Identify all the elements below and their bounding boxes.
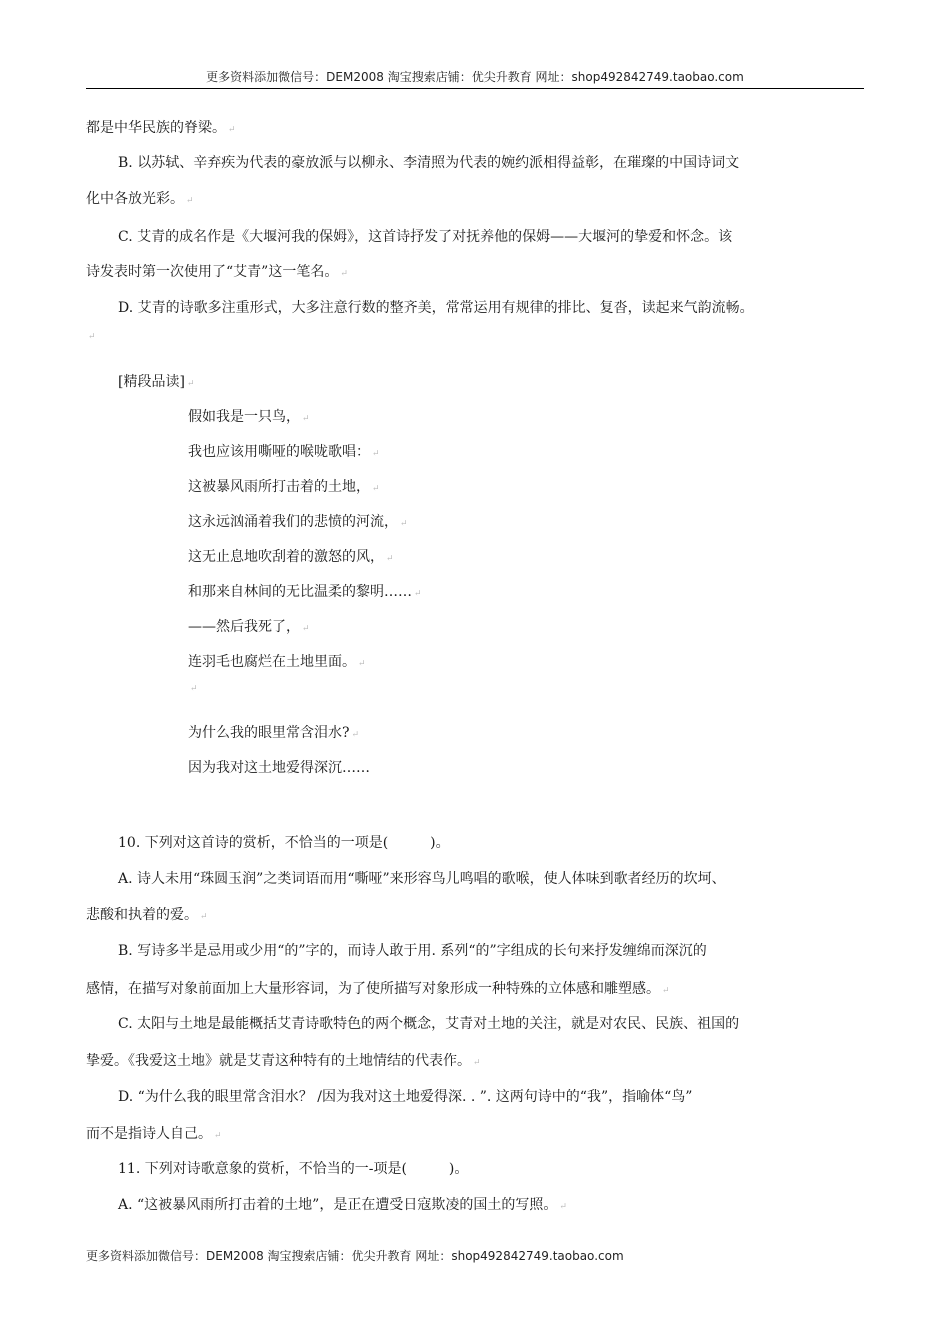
paragraph-mark-icon: ↵ [228, 125, 236, 135]
option-d-line: D. 艾青的诗歌多注重形式，大多注意行数的整齐美，常常运用有规律的排比、复沓，读起来气韵流畅。 [118, 300, 754, 316]
page-header: 更多资料添加微信号：DEM2008 淘宝搜索店铺：优尖升教育 网址：shop492842749.taobao.com [206, 70, 744, 84]
poem-line: ——然后我死了， ↵ [188, 619, 310, 635]
q10-option-a: A. 诗人未用“珠圆玉润”之类词语而用“嘶哑”来形容鸟儿鸣唱的歌喉，使人体味到歌者经历的坎坷、 [118, 871, 726, 887]
page-footer: 更多资料添加微信号：DEM2008 淘宝搜索店铺：优尖升教育 网址：shop492842749.taobao.com [86, 1249, 624, 1263]
paragraph-mark-icon: ↵ [302, 414, 310, 424]
paragraph-mark-icon: ↵ [386, 554, 394, 564]
paragraph-mark-icon: ↵ [351, 730, 360, 740]
header-divider [86, 88, 864, 89]
q10-option-c: C. 太阳与土地是最能概括艾青诗歌特色的两个概念，艾青对土地的关注，就是对农民、民族、祖国的 [118, 1016, 740, 1032]
paragraph-mark-icon: ↵ [473, 1058, 481, 1068]
text-line: 而不是指诗人自己。 ↵ [86, 1126, 222, 1142]
paragraph-mark-icon: ↵ [372, 449, 380, 459]
option-c-line: C. 艾青的成名作是《大堰河我的保姆》，这首诗抒发了对抚养他的保姆——大堰河的挚爱和怀念。该 [118, 229, 733, 245]
poem-line: 我也应该用嘶哑的喉咙歌唱： ↵ [188, 444, 380, 460]
paragraph-mark-icon: ↵ [88, 332, 96, 342]
option-b-line: B. 以苏轼、辛弃疾为代表的豪放派与以柳永、李清照为代表的婉约派相得益彰，在璀璨的中国诗词文 [118, 155, 740, 171]
paragraph-mark-icon: ↵ [214, 1131, 222, 1141]
q10-option-b: B. 写诗多半是忌用或少用“的”字的，而诗人敢于用. 系列“的”字组成的长句来抒发缠绵而深沉的 [118, 943, 707, 959]
paragraph-mark-icon: ↵ [414, 589, 422, 599]
paragraph-mark-icon: ↵ [662, 986, 670, 996]
poem-line: 连羽毛也腐烂在土地里面。 ↵ [188, 654, 366, 670]
paragraph-mark-icon: ↵ [302, 624, 310, 634]
poem-line: 这永远汹涌着我们的悲愤的河流， ↵ [188, 514, 408, 530]
poem-line: 因为我对这土地爱得深沉…… [188, 760, 370, 776]
poem-line: 这被暴风雨所打击着的土地， ↵ [188, 479, 380, 495]
paragraph-mark-icon: ↵ [186, 196, 194, 206]
text-line: 悲酸和执着的爱。 ↵ [86, 907, 208, 923]
question-11: 11. 下列对诗歌意象的赏析，不恰当的一-项是( )。 [118, 1161, 469, 1177]
q10-option-d: D. “为什么我的眼里常含泪水？ /因为我对这土地爱得深. . ”. 这两句诗中的“我”，指喻体“鸟” [118, 1089, 693, 1105]
q11-option-a: A. “这被暴风雨所打击着的土地”，是正在遭受日寇欺凌的国土的写照。 ↵ [118, 1197, 567, 1213]
empty-line [86, 324, 96, 348]
text-line: 化中各放光彩。 ↵ [86, 191, 194, 207]
text-line: 都是中华民族的脊梁。 ↵ [86, 120, 236, 136]
poem-line: 假如我是一只鸟， ↵ [188, 409, 310, 425]
paragraph-mark-icon: ↵ [400, 519, 408, 529]
poem-line: 和那来自林间的无比温柔的黎明…… ↵ [188, 584, 422, 600]
poem-line: 这无止息地吹刮着的激怒的风， ↵ [188, 549, 394, 565]
paragraph-mark-icon: ↵ [372, 484, 380, 494]
empty-line [188, 676, 198, 700]
paragraph-mark-icon: ↵ [340, 269, 348, 279]
text-line: 感情，在描写对象前面加上大量形容词，为了使所描写对象形成一种特殊的立体感和雕塑感。 ↵ [86, 981, 670, 997]
paragraph-mark-icon: ↵ [186, 379, 195, 389]
question-10: 10. 下列对这首诗的赏析，不恰当的一项是( )。 [118, 835, 450, 851]
paragraph-mark-icon: ↵ [559, 1202, 567, 1212]
paragraph-mark-icon: ↵ [190, 684, 198, 694]
text-line: 挚爱。《我爱这土地》就是艾青这种特有的土地情结的代表作。 ↵ [86, 1053, 481, 1069]
paragraph-mark-icon: ↵ [358, 659, 366, 669]
poem-line: 为什么我的眼里常含泪水? ↵ [188, 725, 360, 741]
text-line: 诗发表时第一次使用了“艾青”这一笔名。 ↵ [86, 264, 348, 280]
paragraph-mark-icon: ↵ [200, 912, 208, 922]
section-title: [精段品读] ↵ [118, 374, 195, 390]
